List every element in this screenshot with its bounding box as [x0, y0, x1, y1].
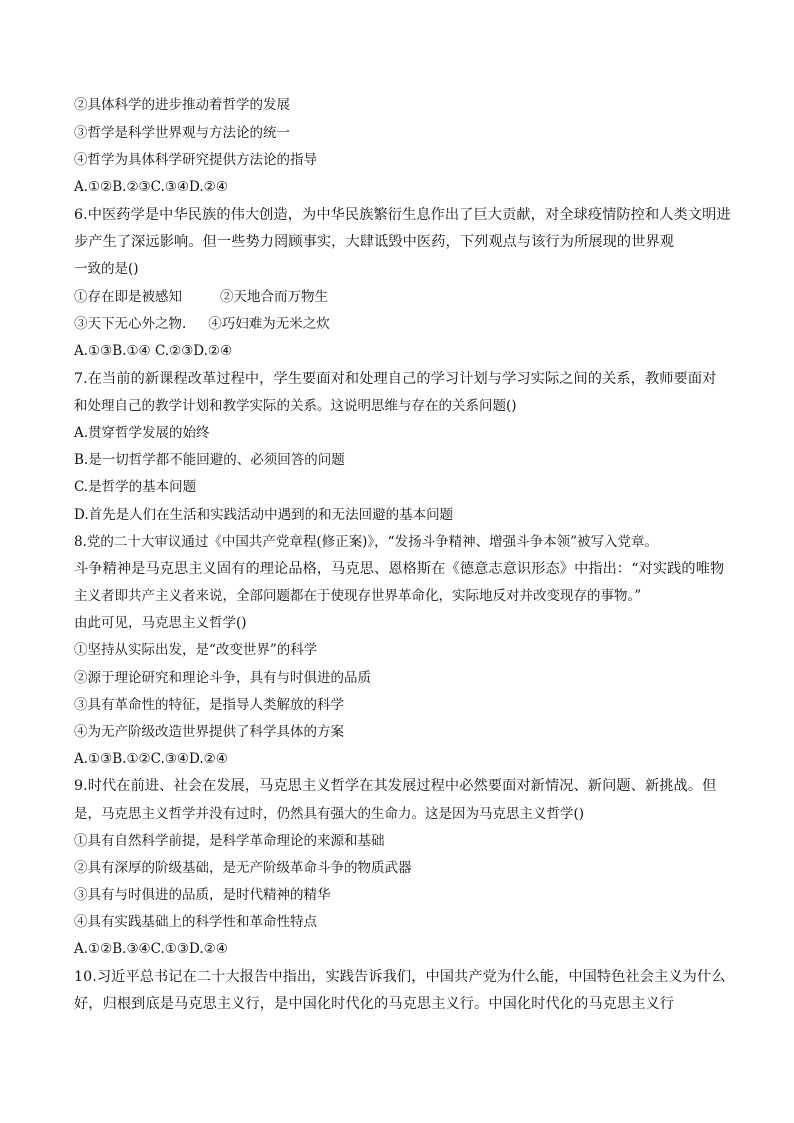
q7-stem-line-1: 7.在当前的新课程改革过程中，学生要面对和处理自己的学习计划与学习实际之间的关系，教师要面对	[74, 371, 717, 387]
q8-stem-line-2: 斗争精神是马克思主义固有的理论品格，马克思、恩格斯在《德意志意识形态》中指出：“对实践的唯物	[74, 561, 725, 577]
q6-option-4: ④巧妇难为无米之炊	[208, 316, 330, 332]
q8-option-1: ①坚持从实际出发，是“改变世界”的科学	[74, 642, 318, 658]
q10-stem-line-2: 好，归根到底是马克思主义行，是中国化时代化的马克思主义行。中国化时代化的马克思主义行	[74, 996, 675, 1012]
q9-option-3: ③具有与时俱进的品质，是时代精神的精华	[74, 887, 331, 903]
q8-option-4: ④为无产阶级改造世界提供了科学具体的方案	[74, 724, 344, 740]
q6-option-2: ②天地合而万物生	[220, 289, 328, 305]
q9-stem-line-2: 是，马克思主义哲学并没有过时，仍然具有强大的生命力。这是因为马克思主义哲学()	[74, 806, 585, 822]
q7-choice-a: A.贯穿哲学发展的始终	[74, 425, 210, 441]
q5-option-4: ④哲学为具体科学研究提供方法论的指导	[74, 152, 317, 168]
q9-option-1: ①具有自然科学前提，是科学革命理论的来源和基础	[74, 833, 385, 849]
q8-option-3: ③具有革命性的特征，是指导人类解放的科学	[74, 697, 344, 713]
q10-stem-line-1: 10.习近平总书记在二十大报告中指出，实践告诉我们，中国共产党为什么能，中国特色社会主义为什么	[74, 969, 726, 985]
q7-choice-c: C.是哲学的基本问题	[74, 479, 197, 495]
q6-stem-line-1: 6.中医药学是中华民族的伟大创造，为中华民族繁衍生息作出了巨大贡献，对全球疫情防控和人类文明进	[74, 207, 731, 223]
q6-options-row-2	[74, 315, 330, 333]
q9-option-4: ④具有实践基础上的科学性和革命性特点	[74, 914, 317, 930]
q6-answer-choices: A.①③B.①④ C.②③D.②④	[74, 343, 233, 359]
q6-option-1: ①存在即是被感知	[74, 289, 182, 305]
q6-options-row-1	[74, 288, 328, 306]
q8-stem-line-1: 8.党的二十大审议通过《中国共产党章程(修正案)》，“发扬斗争精神、增强斗争本领”被写入党章。	[74, 534, 658, 550]
q8-option-2: ②源于理论研究和理论斗争，具有与时俱进的品质	[74, 670, 371, 686]
q6-stem-line-2: 步产生了深远影响。但一些势力罔顾事实，大肆诋毁中医药，下列观点与该行为所展现的世界观	[74, 234, 675, 250]
q9-answer-choices: A.①②B.③④C.①③D.②④	[74, 941, 228, 957]
q7-choice-b: B.是一切哲学都不能回避的、必须回答的问题	[74, 452, 345, 468]
q6-option-3: ③天下无心外之物.	[74, 316, 187, 332]
q6-stem-line-3: 一致的是()	[74, 261, 139, 277]
q9-stem-line-1: 9.时代在前进、社会在发展，马克思主义哲学在其发展过程中必然要面对新情况、新问题、新挑战。但	[74, 778, 717, 794]
q8-answer-choices: A.①③B.①②C.③④D.②④	[74, 751, 228, 767]
q7-choice-d: D.首先是人们在生活和实践活动中遇到的和无法回避的基本问题	[74, 507, 454, 523]
q5-answer-choices: A.①②B.②③C.③④D.②④	[74, 179, 228, 195]
q8-stem-line-3: 主义者即共产主义者来说，全部问题都在于使现存世界革命化，实际地反对并改变现存的事物。”	[74, 588, 642, 604]
q5-option-3: ③哲学是科学世界观与方法论的统一	[74, 125, 290, 141]
q9-option-2: ②具有深厚的阶级基础，是无产阶级革命斗争的物质武器	[74, 860, 412, 876]
q8-stem-line-4: 由此可见，马克思主义哲学()	[74, 615, 247, 631]
q7-stem-line-2: 和处理自己的教学计划和教学实际的关系。这说明思维与存在的关系问题()	[74, 398, 517, 414]
q5-option-2: ②具体科学的进步推动着哲学的发展	[74, 97, 290, 113]
